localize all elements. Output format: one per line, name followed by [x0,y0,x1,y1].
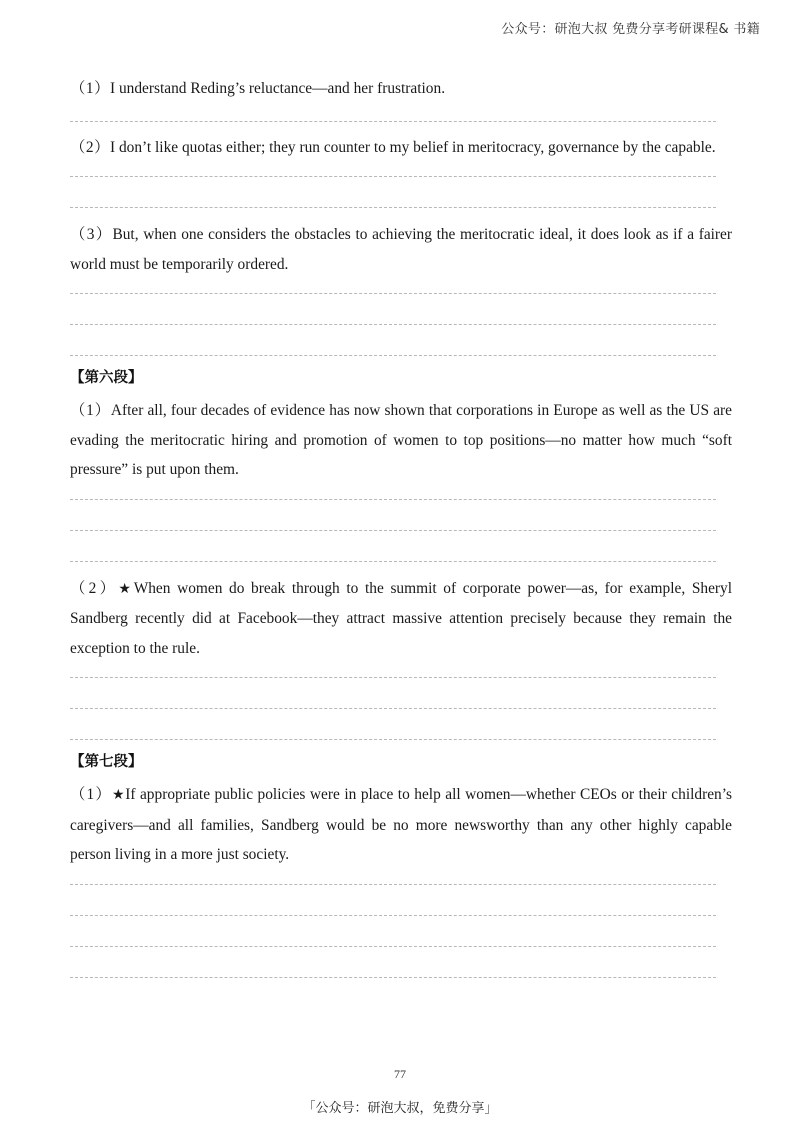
section-heading-7: 【第七段】 [70,754,143,770]
sentence-block-7-1 [70,780,732,870]
sentence-text [70,396,732,485]
sentence-text [70,74,732,104]
sentence-number: （1） [70,402,111,419]
sentence-body: When women do break through to the summit of corporate power—as, for example, Sheryl Sandberg recently did at Facebook—they attract massive attention precisely because they remain the exception to the rule. [70,579,732,657]
sentence-block-6-1 [70,396,732,485]
sentence-block-6-2 [70,574,732,664]
page-number: 77 [394,1067,406,1081]
sentence-number: （1） [70,80,110,97]
sentence-number: （2） [70,138,110,156]
sentence-text [70,780,732,870]
sentence-number: （3） [70,226,113,243]
page-header: 公众号：研泡大叔 免费分享考研课程& 书籍 [501,22,760,37]
sentence-body: But, when one considers the obstacles to achieving the meritocratic ideal, it does look as if a fairer world must be temporarily ordered. [70,226,733,273]
sentence-body: I understand Reding’s reluctance—and her frustration. [109,80,446,97]
sentence-text [70,574,732,664]
sentence-block-1 [70,74,732,104]
sentence-body: If appropriate public policies were in place to help all women—whether CEOs or their children’s caregivers—and all families, Sandberg would be no more newsworthy than any other highly capable person living in a more just society. [70,786,732,863]
answer-line [70,977,716,978]
sentence-number: （2） [70,579,119,597]
sentence-block-2 [70,133,732,163]
sentence-body: After all, four decades of evidence has now shown that corporations in Europe as well as the US are evading the meritocratic hiring and promotion of women to top positions—no matter how much “soft pressure” is put upon them. [70,402,732,478]
sentence-body: I don’t like quotas either; they run counter to my belief in meritocracy, governance by the capable. [109,138,716,156]
page-footer: 「公众号：研泡大叔，免费分享」 [302,1101,498,1116]
sentence-text [70,133,732,163]
sentence-text [70,220,732,279]
sentence-number: （1） [70,786,112,803]
star-icon: ★ [111,788,126,803]
star-icon: ★ [118,581,134,597]
sentence-block-3 [70,220,732,279]
section-heading-6: 【第六段】 [70,370,143,386]
page-content [70,74,732,978]
